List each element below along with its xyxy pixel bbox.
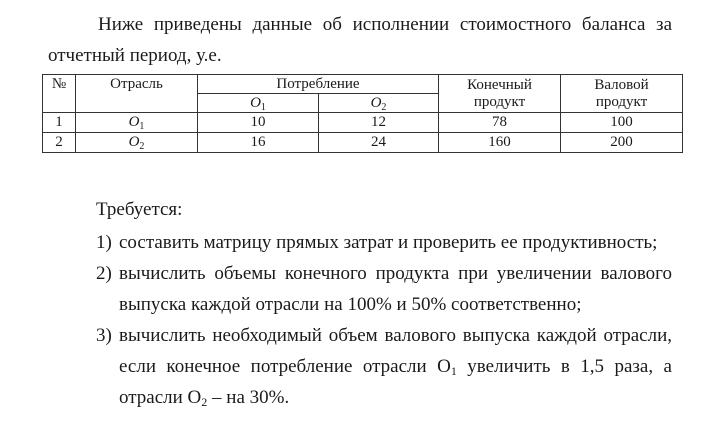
row-branch [76,133,198,153]
row-num: 1 [43,113,76,133]
row-c2: 24 [319,133,439,153]
header-final-product [439,75,561,113]
header-consumption-o2 [319,94,439,113]
row-branch-index: 2 [139,141,145,152]
header-num: № [43,75,76,113]
task-text: составить матрицу прямых затрат и проверить ее продуктивность; [119,232,658,253]
task-list [96,227,672,413]
task-text [119,320,672,413]
header-o2-index: 2 [381,101,387,113]
row-gross: 100 [561,113,683,133]
header-final-line2: продукт [473,93,526,110]
task-number: 1) [96,232,112,253]
task-subscript: 1 [450,364,457,378]
row-final: 160 [439,133,561,153]
balance-table [42,74,683,153]
task-text-part: увеличить в 1,5 раза, а отрасли О [119,356,672,408]
task-subscript: 2 [201,395,208,409]
header-o1-letter: O [250,94,261,111]
list-item [96,258,672,320]
header-consumption-o1 [198,94,319,113]
row-num: 2 [43,133,76,153]
header-final-line1: Конечный [467,76,532,93]
header-gross-line2: продукт [595,93,648,110]
row-branch-letter: O [128,114,140,130]
task-number: 3) [96,325,112,346]
row-branch-index: 1 [139,121,145,132]
task-text: вычислить объемы конечного продукта при увеличении валового выпуска каждой отрасли на 100% и 50% соответственно; [119,263,672,315]
row-c1: 10 [198,113,319,133]
header-row-1 [43,75,683,94]
required-label: Требуется: [96,199,183,220]
header-o2-letter: O [370,94,382,111]
table-row [43,113,683,133]
header-o1-index: 1 [260,101,266,113]
table-row [43,133,683,153]
row-c2: 12 [319,113,439,133]
row-gross: 200 [561,133,683,153]
row-final: 78 [439,113,561,133]
row-branch [76,113,198,133]
row-c1: 16 [198,133,319,153]
header-branch: Отрасль [76,75,198,113]
task-text-part: – на 30%. [207,387,290,408]
row-branch-letter: O [128,134,140,150]
header-gross-product [561,75,683,113]
list-item [96,320,672,413]
intro-paragraph: Ниже приведены данные об исполнении стоимостного баланса за отчетный период, у.е. [48,14,672,66]
list-item [96,227,672,258]
header-consumption: Потребление [198,75,439,94]
header-gross-line1: Валовой [594,76,649,93]
task-number: 2) [96,263,112,284]
task-text-part: вычислить необходимый объем валового выпуска каждой отрасли, если конечное потребление отрасли О [119,325,672,377]
